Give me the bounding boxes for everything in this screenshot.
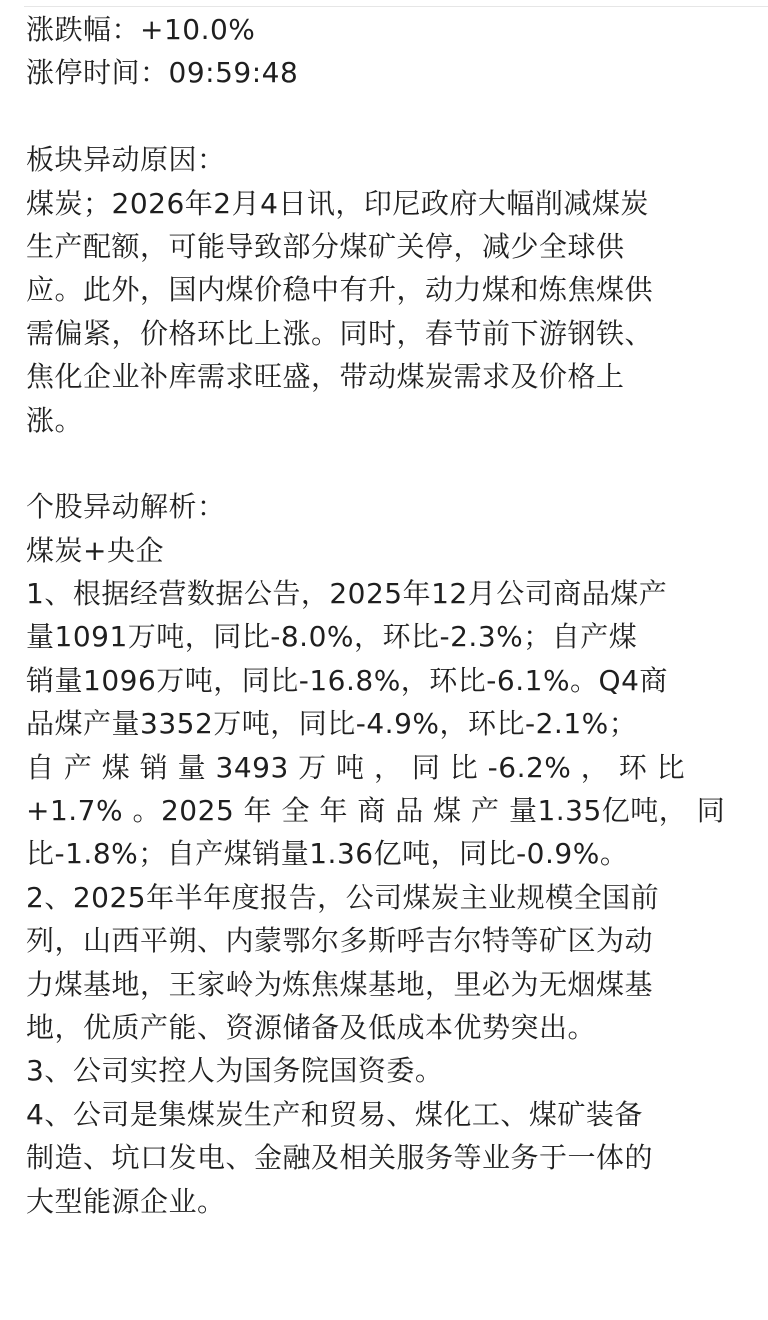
stock-tag-line: 煤炭+央企 bbox=[26, 533, 164, 567]
top-divider bbox=[24, 0, 768, 7]
sector-line: 应。此外，国内煤价稳中有升，动力煤和炼焦煤供 bbox=[26, 273, 654, 307]
blank-line bbox=[26, 442, 748, 485]
stock-line: 量1091万吨，同比-8.0%，环比-2.3%；自产煤 bbox=[26, 620, 638, 654]
sector-line: 焦化企业补库需求旺盛，带动煤炭需求及价格上 bbox=[26, 360, 625, 394]
sector-line: 生产配额，可能导致部分煤矿关停，减少全球供 bbox=[26, 229, 625, 263]
stock-line: 列，山西平朔、内蒙鄂尔多斯呼吉尔特等矿区为动 bbox=[26, 924, 654, 958]
sector-line: 涨。 bbox=[26, 403, 84, 437]
stock-line: 力煤基地，王家岭为炼焦煤基地，里必为无烟煤基 bbox=[26, 967, 654, 1001]
stock-line: 销量1096万吨，同比-16.8%，环比-6.1%。Q4商 bbox=[26, 663, 668, 697]
stock-line: 4、公司是集煤炭生产和贸易、煤化工、煤矿装备 bbox=[26, 1097, 643, 1131]
sector-heading: 板块异动原因： bbox=[26, 143, 226, 177]
stock-line: +1.7% 。2025 年 全 年 商 品 煤 产 量1.35亿吨， 同 bbox=[26, 794, 726, 828]
sector-line: 需偏紧，价格环比上涨。同时，春节前下游钢铁、 bbox=[26, 316, 654, 350]
stock-line: 制造、坑口发电、金融及相关服务等业务于一体的 bbox=[26, 1141, 654, 1175]
blank-line bbox=[26, 95, 748, 138]
change-line: 涨跌幅：+10.0% bbox=[26, 13, 256, 46]
limit-time-line: 涨停时间：09:59:48 bbox=[26, 56, 299, 90]
stock-line: 比-1.8%；自产煤销量1.36亿吨，同比-0.9%。 bbox=[26, 837, 629, 871]
stock-line: 1、根据经营数据公告，2025年12月公司商品煤产 bbox=[26, 577, 668, 611]
stock-heading: 个股异动解析： bbox=[26, 490, 226, 524]
sector-line: 煤炭；2026年2月4日讯，印尼政府大幅削减煤炭 bbox=[26, 186, 649, 220]
stock-line: 2、2025年半年度报告，公司煤炭主业规模全国前 bbox=[26, 880, 660, 914]
stock-line: 地，优质产能、资源储备及低成本优势突出。 bbox=[26, 1010, 597, 1044]
stock-line: 3、公司实控人为国务院国资委。 bbox=[26, 1054, 444, 1088]
stock-line: 品煤产量3352万吨，同比-4.9%，环比-2.1%； bbox=[26, 707, 638, 741]
stock-line: 大型能源企业。 bbox=[26, 1184, 226, 1218]
article-body bbox=[26, 8, 748, 1223]
stock-line: 自 产 煤 销 量 3493 万 吨 ， 同 比 -6.2% ， 环 比 bbox=[26, 750, 686, 784]
